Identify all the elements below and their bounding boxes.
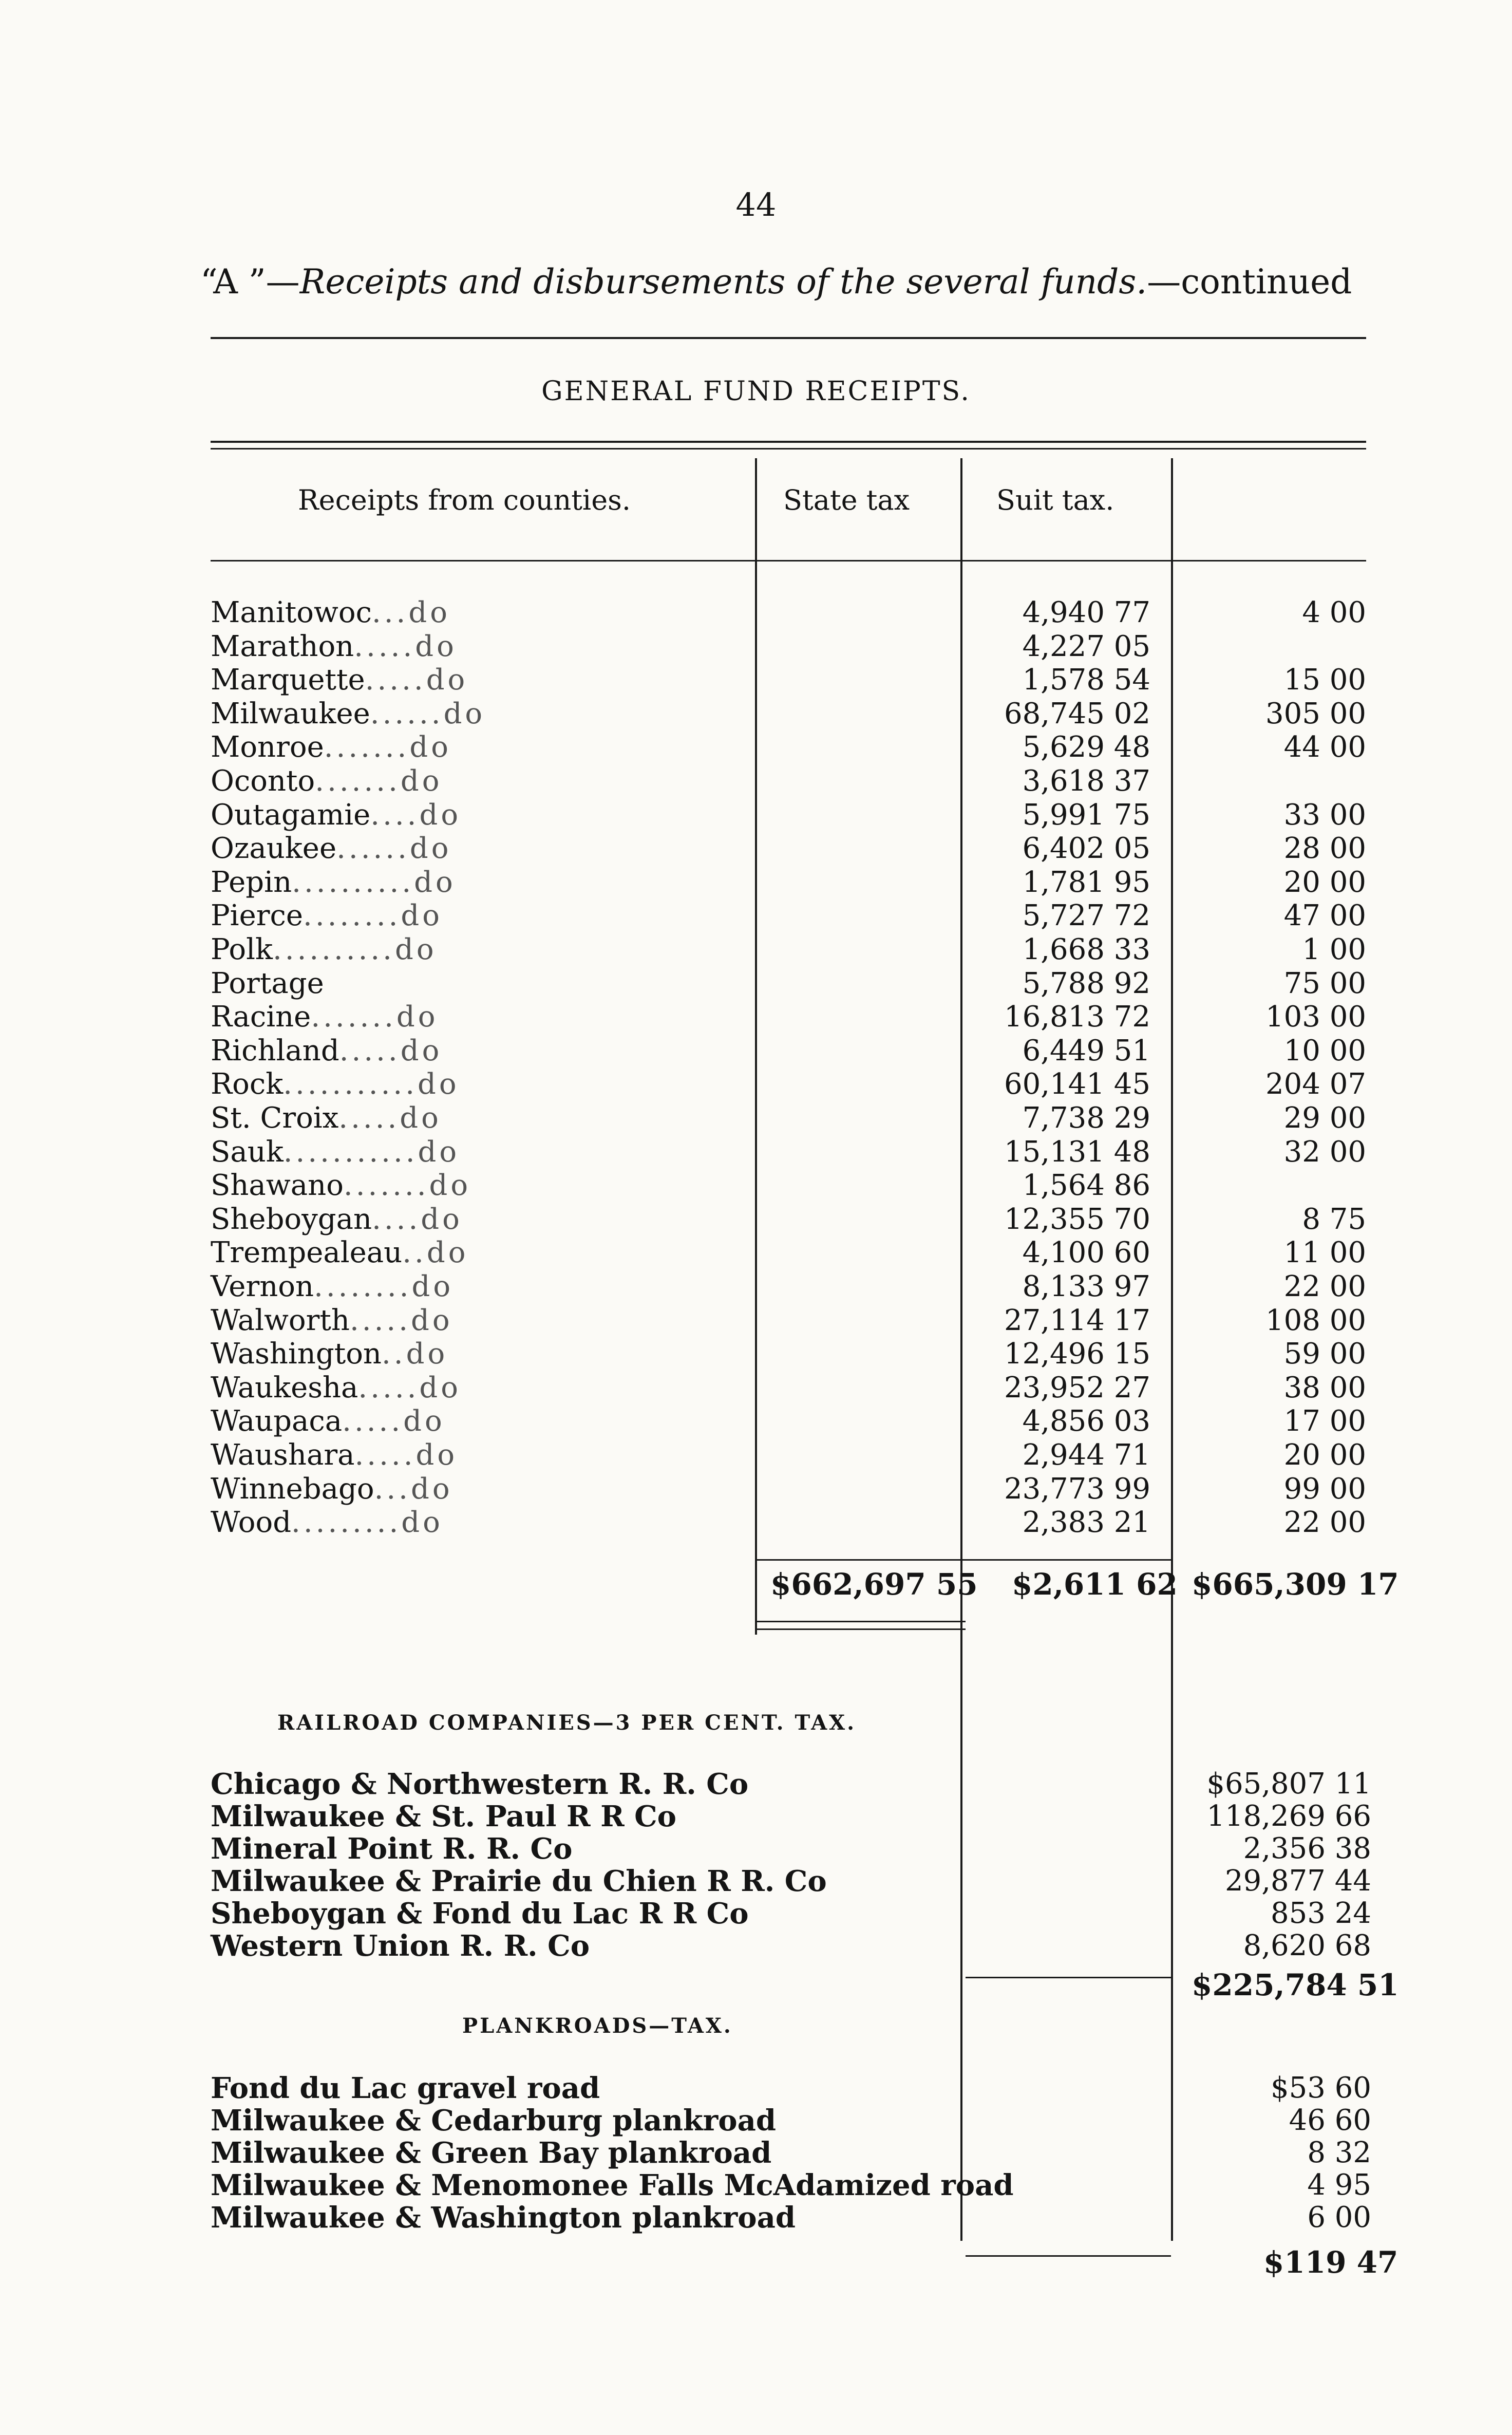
county-do-marker: .......do: [315, 764, 443, 798]
county-do-marker: ..........do: [272, 933, 437, 966]
county-do-marker: .....do: [338, 1101, 442, 1135]
plankroads-heading: PLANKROADS—TAX.: [462, 2014, 733, 2038]
suit-tax-value: 29 00: [1283, 1101, 1366, 1135]
state-tax-value: 4,100 60: [1022, 1236, 1150, 1270]
county-name-text: Walworth: [211, 1303, 350, 1337]
county-name-text: Pepin: [211, 865, 292, 899]
county-do-marker: .......do: [324, 730, 451, 764]
county-name-text: Trempealeau: [211, 1236, 403, 1270]
county-name: [211, 1067, 460, 1101]
county-name: [211, 1472, 453, 1506]
railroad-tax-amount: 2,356 38: [1243, 1832, 1371, 1865]
railroad-company-name: Chicago & Northwestern R. R. Co: [211, 1767, 749, 1801]
suit-tax-value: 33 00: [1283, 798, 1366, 832]
county-do-marker: ........do: [314, 1270, 454, 1303]
suit-tax-value: 75 00: [1283, 966, 1366, 1000]
state-tax-value: 16,813 72: [1004, 1000, 1150, 1034]
county-name: [211, 866, 456, 899]
rule-below-totals-1: [755, 1621, 966, 1622]
county-name: [211, 1034, 442, 1067]
county-do-marker: .....do: [354, 629, 457, 663]
state-tax-value: 1,578 54: [1022, 663, 1150, 697]
state-tax-value: 5,788 92: [1022, 966, 1150, 1000]
county-name-text: Sauk: [211, 1135, 284, 1169]
suit-tax-value: 17 00: [1283, 1404, 1366, 1438]
county-name-text: Washington: [211, 1337, 382, 1371]
county-do-marker: .....do: [349, 1303, 453, 1337]
running-title-prefix: “A ”—: [200, 262, 300, 302]
state-tax-value: 1,668 33: [1022, 933, 1150, 966]
county-name-text: Wood: [211, 1506, 292, 1540]
suit-tax-value: 44 00: [1283, 730, 1366, 764]
plankroad-name: Milwaukee & Green Bay plankroad: [211, 2136, 772, 2170]
county-do-marker: ...........do: [283, 1067, 460, 1101]
county-name-text: Winnebago: [211, 1472, 374, 1506]
railroad-company-name: Milwaukee & St. Paul R R Co: [211, 1800, 677, 1833]
railroad-total: $225,784 51: [1192, 1968, 1399, 2002]
county-name-text: Manitowoc: [211, 596, 372, 629]
county-name: [211, 832, 451, 865]
plankroad-tax-amount: 8 32: [1307, 2136, 1371, 2169]
county-do-marker: ..........do: [292, 865, 456, 899]
county-name-text: Rock: [211, 1067, 284, 1101]
suit-tax-value: 22 00: [1283, 1506, 1366, 1540]
suit-tax-value: 8 75: [1302, 1202, 1366, 1236]
county-name-text: Vernon: [211, 1270, 314, 1303]
county-name: [211, 630, 457, 663]
running-title-italic: Receipts and disbursements of the several funds.: [299, 262, 1147, 302]
rule-above-totals: [755, 1559, 1171, 1561]
county-name-text: Marquette: [211, 663, 365, 697]
section-title: GENERAL FUND RECEIPTS.: [541, 376, 971, 407]
rule-above-plankroad-total: [966, 2255, 1171, 2257]
county-name: [211, 1438, 458, 1472]
plankroad-name: Milwaukee & Menomonee Falls McAdamized road: [211, 2168, 1014, 2202]
county-do-marker: .....do: [342, 1404, 445, 1438]
county-do-marker: ........do: [303, 899, 443, 933]
total-general-fund: $665,309 17: [1192, 1567, 1399, 1602]
county-do-marker: .......do: [343, 1169, 471, 1203]
state-tax-value: 1,781 95: [1022, 865, 1150, 899]
county-name: [211, 1506, 443, 1539]
state-tax-value: 3,618 37: [1022, 764, 1150, 798]
railroad-heading: RAILROAD COMPANIES—3 PER CENT. TAX.: [277, 1711, 857, 1735]
state-tax-value: 4,940 77: [1022, 596, 1150, 629]
county-name: [211, 1135, 460, 1169]
county-name-text: Oconto: [211, 764, 315, 798]
county-name: [211, 1101, 442, 1135]
railroad-company-name: Mineral Point R. R. Co: [211, 1832, 573, 1866]
state-tax-value: 4,856 03: [1022, 1404, 1150, 1438]
suit-tax-value: 4 00: [1302, 596, 1366, 629]
county-name-text: St. Croix: [211, 1101, 339, 1135]
state-tax-value: 8,133 97: [1022, 1270, 1150, 1303]
plankroad-tax-amount: 46 60: [1289, 2104, 1371, 2137]
county-name-text: Pierce: [211, 899, 304, 933]
railroad-company-name: Sheboygan & Fond du Lac R R Co: [211, 1897, 749, 1931]
rule-under-title-2: [211, 448, 1366, 449]
state-tax-value: 7,738 29: [1022, 1101, 1150, 1135]
county-name: [211, 1371, 461, 1404]
county-name: [211, 1000, 439, 1034]
county-name-text: Milwaukee: [211, 697, 370, 730]
suit-tax-value: 1 00: [1302, 933, 1366, 966]
county-name-text: Polk: [211, 933, 273, 966]
county-do-marker: ...do: [374, 1472, 453, 1506]
state-tax-value: 15,131 48: [1004, 1135, 1150, 1169]
county-name: [211, 730, 451, 764]
county-do-marker: .....do: [339, 1034, 443, 1067]
total-suit-tax: $2,611 62: [1012, 1567, 1178, 1602]
plankroads-total: $119 47: [1263, 2245, 1398, 2280]
state-tax-value: 5,629 48: [1022, 730, 1150, 764]
county-do-marker: ......do: [336, 832, 452, 866]
state-tax-value: 2,383 21: [1022, 1506, 1150, 1540]
county-do-marker: ..do: [402, 1236, 469, 1270]
county-name-text: Sheboygan: [211, 1202, 372, 1236]
rule-under-title-1: [211, 441, 1366, 443]
county-name: [211, 1270, 453, 1303]
suit-tax-value: 59 00: [1283, 1337, 1366, 1371]
county-name-text: Ozaukee: [211, 832, 337, 866]
county-do-marker: ....do: [370, 798, 462, 832]
suit-tax-value: 28 00: [1283, 832, 1366, 866]
railroad-tax-amount: 8,620 68: [1243, 1929, 1371, 1962]
county-do-marker: .......do: [311, 1000, 439, 1034]
county-name: [211, 933, 437, 966]
plankroad-tax-amount: 6 00: [1307, 2201, 1371, 2234]
suit-tax-value: 99 00: [1283, 1472, 1366, 1506]
plankroad-name: Milwaukee & Washington plankroad: [211, 2201, 796, 2235]
county-name-text: Outagamie: [211, 798, 371, 832]
state-tax-value: 23,773 99: [1004, 1472, 1150, 1506]
county-do-marker: ...do: [371, 596, 450, 629]
county-name-text: Monroe: [211, 730, 324, 764]
plankroad-tax-amount: $53 60: [1271, 2071, 1371, 2105]
running-title: [200, 262, 1352, 302]
total-state-tax: $662,697 55: [770, 1567, 978, 1602]
plankroad-name: Milwaukee & Cedarburg plankroad: [211, 2104, 777, 2138]
county-do-marker: ..do: [382, 1337, 448, 1371]
page-number: 44: [735, 186, 777, 223]
county-name: [211, 1304, 453, 1337]
county-name-text: Shawano: [211, 1169, 344, 1203]
county-name-text: Richland: [211, 1034, 339, 1067]
suit-tax-value: 305 00: [1265, 697, 1366, 730]
suit-tax-value: 20 00: [1283, 865, 1366, 899]
railroad-tax-amount: 29,877 44: [1224, 1864, 1371, 1898]
county-name: [211, 1203, 463, 1236]
county-do-marker: ....do: [372, 1202, 463, 1236]
plankroad-tax-amount: 4 95: [1307, 2168, 1371, 2202]
state-tax-value: 4,227 05: [1022, 629, 1150, 663]
state-tax-value: 27,114 17: [1004, 1303, 1150, 1337]
state-tax-value: 12,496 15: [1004, 1337, 1150, 1371]
state-tax-value: 6,449 51: [1022, 1034, 1150, 1067]
county-name: [211, 663, 468, 697]
state-tax-value: 1,564 86: [1022, 1169, 1150, 1203]
railroad-tax-amount: $65,807 11: [1206, 1767, 1371, 1801]
state-tax-value: 6,402 05: [1022, 832, 1150, 866]
plankroad-name: Fond du Lac gravel road: [211, 2071, 600, 2105]
suit-tax-value: 15 00: [1283, 663, 1366, 697]
state-tax-value: 12,355 70: [1004, 1202, 1150, 1236]
county-name: [211, 1404, 445, 1438]
suit-tax-value: 22 00: [1283, 1270, 1366, 1303]
column-rule-1: [755, 458, 757, 1635]
state-tax-value: 68,745 02: [1004, 697, 1150, 730]
county-do-marker: .....do: [358, 1371, 461, 1404]
county-name-text: Racine: [211, 1000, 311, 1034]
running-title-suffix: —continued: [1147, 262, 1352, 302]
county-name-text: Waukesha: [211, 1371, 358, 1404]
railroad-tax-amount: 118,269 66: [1206, 1800, 1371, 1833]
county-name-text: Waupaca: [211, 1404, 343, 1438]
header-source: Receipts from counties.: [298, 484, 631, 516]
header-state-tax: State tax: [783, 484, 910, 516]
suit-tax-value: 11 00: [1283, 1236, 1366, 1270]
rule-above-railroad-total: [966, 1977, 1171, 1978]
county-name: [211, 596, 450, 629]
suit-tax-value: 47 00: [1283, 899, 1366, 933]
county-name: [211, 967, 324, 1000]
rule-under-headers: [211, 560, 1366, 561]
railroad-company-name: Western Union R. R. Co: [211, 1929, 590, 1963]
county-name: [211, 764, 442, 798]
state-tax-value: 23,952 27: [1004, 1371, 1150, 1404]
county-do-marker: ...........do: [283, 1135, 460, 1169]
suit-tax-value: 10 00: [1283, 1034, 1366, 1067]
county-name-text: Marathon: [211, 629, 354, 663]
suit-tax-value: 103 00: [1265, 1000, 1366, 1034]
header-suit-tax: Suit tax.: [996, 484, 1114, 516]
state-tax-value: 5,991 75: [1022, 798, 1150, 832]
county-name-text: Waushara: [211, 1438, 355, 1472]
county-do-marker: .....do: [365, 663, 468, 697]
county-name: [211, 798, 461, 832]
suit-tax-value: 204 07: [1265, 1067, 1366, 1101]
state-tax-value: 60,141 45: [1004, 1067, 1150, 1101]
suit-tax-value: 108 00: [1265, 1303, 1366, 1337]
rule-below-totals-2: [755, 1628, 966, 1630]
railroad-company-name: Milwaukee & Prairie du Chien R R. Co: [211, 1864, 827, 1898]
county-do-marker: .....do: [354, 1438, 458, 1472]
rule-top: [211, 337, 1366, 339]
county-name: [211, 697, 485, 730]
county-name: [211, 1169, 471, 1202]
suit-tax-value: 20 00: [1283, 1438, 1366, 1472]
county-do-marker: .........do: [291, 1506, 443, 1540]
county-name: [211, 1337, 448, 1371]
county-name: [211, 899, 443, 932]
county-name: [211, 1236, 468, 1269]
railroad-tax-amount: 853 24: [1271, 1897, 1371, 1930]
county-name-text: Portage: [211, 966, 324, 1000]
state-tax-value: 5,727 72: [1022, 899, 1150, 933]
state-tax-value: 2,944 71: [1022, 1438, 1150, 1472]
suit-tax-value: 32 00: [1283, 1135, 1366, 1169]
suit-tax-value: 38 00: [1283, 1371, 1366, 1404]
county-do-marker: ......do: [370, 697, 486, 730]
